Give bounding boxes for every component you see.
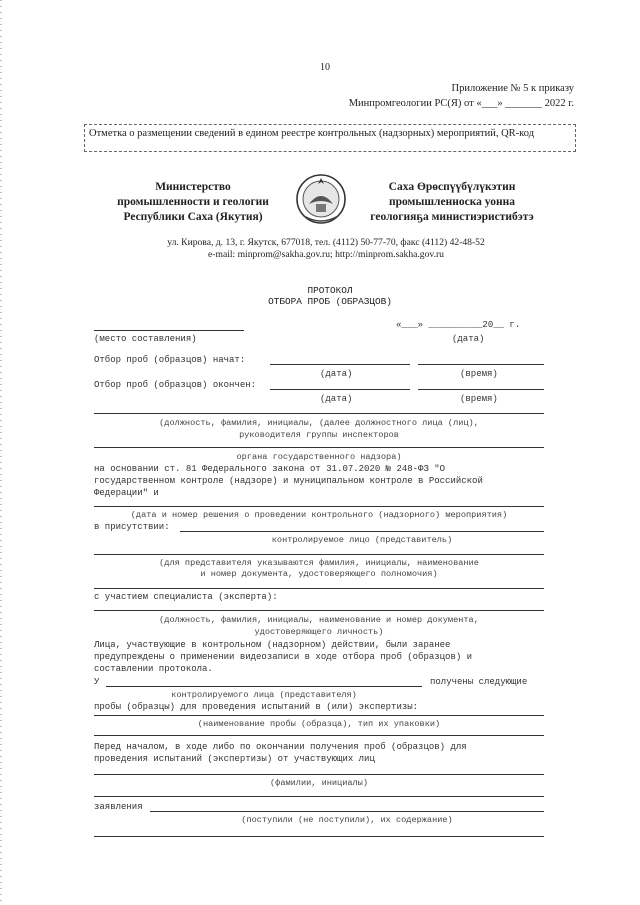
- ministry-ru-3: Республики Саха (Якутия): [123, 211, 263, 223]
- ministry-ru: [98, 180, 288, 225]
- ministry-ru-2: промышленности и геологии: [117, 196, 269, 208]
- statements-label: заявления: [94, 802, 143, 812]
- registry-note-text: Отметка о размещении сведений в едином реестре контрольных (надзорных) мероприятий, QR-код: [89, 128, 535, 139]
- before-1: Перед началом, в ходе либо по окончании получения проб (образцов) для: [94, 742, 467, 752]
- received-label: получены следующие: [430, 677, 528, 687]
- appendix-line-1: Приложение № 5 к приказу: [451, 83, 574, 94]
- title-1: ПРОТОКОЛ: [307, 285, 353, 296]
- end-date-caption: (дата): [320, 394, 353, 404]
- names-caption: (фамилии, инициалы): [270, 778, 368, 788]
- sample-name-caption: (наименование пробы (образца), тип их упаковки): [197, 719, 441, 729]
- ministry-sakha-3: геологияҕа министиэристибэтэ: [370, 211, 534, 223]
- before-2: проведения испытаний (экспертизы) от участвующих лиц: [94, 754, 375, 764]
- inspector-caption-2: руководителя группы инспекторов: [239, 430, 399, 440]
- ministry-sakha-2: промышленноска уонна: [388, 196, 516, 208]
- registry-note-box: [84, 124, 576, 152]
- end-date-line: [270, 389, 410, 390]
- organ-line: [94, 447, 544, 448]
- place-caption: (место составления): [94, 334, 197, 344]
- basis-2: государственном контроле (надзоре) и муниципальном контроле в Российской: [94, 476, 483, 486]
- samples-for: пробы (образцы) для проведения испытаний в (или) экспертизы:: [94, 702, 419, 712]
- inspector-line: [94, 413, 544, 414]
- warned-3: составлении протокола.: [94, 664, 213, 674]
- controlled-caption: контролируемое лицо (представитель): [271, 535, 453, 545]
- presence-label: в присутствии:: [94, 522, 170, 532]
- start-time-caption: (время): [460, 369, 498, 379]
- sampling-start: Отбор проб (образцов) начат:: [94, 355, 246, 365]
- specialist-caption-1: (должность, фамилия, инициалы, наименование и номер документа,: [159, 615, 479, 625]
- blank-line-4: [94, 836, 544, 837]
- scan-edge: [0, 0, 2, 905]
- ministry-ru-1: Министерство: [155, 181, 231, 193]
- organ-caption: органа государственного надзора): [236, 452, 402, 462]
- representative-caption-2: и номер документа, удостоверяющего полномочия): [200, 569, 438, 579]
- from-line: [106, 686, 422, 687]
- decision-caption: (дата и номер решения о проведении контрольного (надзорного) мероприятия): [130, 510, 508, 520]
- appendix-line-2: Минпромгеологии РС(Я) от «___» _______ 2022 г.: [348, 98, 574, 109]
- specialist-caption-2: удостоверяющего личность): [254, 627, 384, 637]
- address: ул. Кирова, д. 13, г. Якутск, 677018, тел. (4112) 50-77-70, факс (4112) 42-48-52: [167, 237, 485, 248]
- inspector-caption-1: (должность, фамилия, инициалы, (далее должностного лица (лиц),: [159, 418, 479, 428]
- blank-line-3: [94, 796, 544, 797]
- statements-caption: (поступили (не поступили), их содержание): [241, 815, 453, 825]
- sampling-end: Отбор проб (образцов) окончен:: [94, 380, 257, 390]
- warned-2: предупреждены о применении видеозаписи в ходе отбора проб (образцов) и: [94, 652, 473, 662]
- ministry-sakha: [352, 180, 552, 225]
- contacts: e-mail: minprom@sakha.gov.ru; http://minprom.sakha.gov.ru: [208, 249, 444, 260]
- from-label: У: [94, 677, 100, 687]
- start-date-line: [270, 364, 410, 365]
- page-number: 10: [320, 62, 330, 73]
- date-line: «___» __________20__ г.: [396, 320, 521, 330]
- blank-line-2: [94, 735, 544, 736]
- basis-3: Федерации" и: [94, 488, 159, 498]
- end-time-caption: (время): [460, 394, 498, 404]
- specialist-line: [94, 610, 544, 611]
- statements-line: [150, 811, 544, 812]
- representative-caption-1: (для представителя указываются фамилия, инициалы, наименование: [159, 558, 479, 568]
- ministry-sakha-1: Саха Өрөспүүбүлүкэтин: [388, 181, 516, 193]
- start-time-line: [418, 364, 544, 365]
- representative-line: [94, 554, 544, 555]
- warned-1: Лица, участвующие в контрольном (надзорном) действии, были заранее: [94, 640, 451, 650]
- specialist-label: с участием специалиста (эксперта):: [94, 592, 278, 602]
- decision-line: [94, 506, 544, 507]
- names-line: [94, 774, 544, 775]
- presence-line: [180, 531, 544, 532]
- title-2: ОТБОРА ПРОБ (ОБРАЗЦОВ): [268, 296, 392, 307]
- start-date-caption: (дата): [320, 369, 353, 379]
- sample-name-line: [94, 715, 544, 716]
- end-time-line: [418, 389, 544, 390]
- date-caption: (дата): [452, 334, 485, 344]
- basis-1: на основании ст. 81 Федерального закона от 31.07.2020 № 248-ФЗ "О: [94, 464, 446, 474]
- blank-line-1: [94, 588, 544, 589]
- coat-of-arms-emblem: [294, 170, 348, 228]
- place-line: [94, 330, 244, 331]
- controlled-caption-2: контролируемого лица (представителя): [171, 690, 357, 700]
